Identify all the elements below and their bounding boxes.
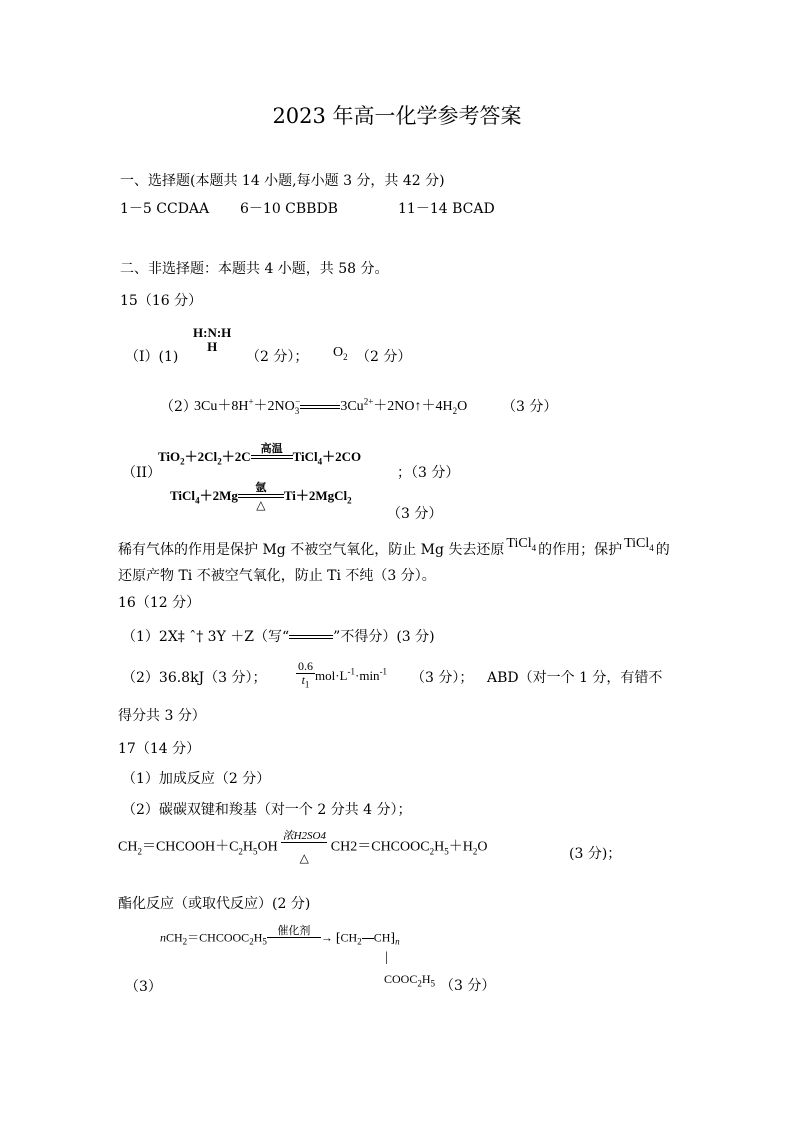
q16-line2b: （3 分）； bbox=[411, 670, 474, 686]
q15-header: 15（16 分） bbox=[120, 293, 203, 309]
electron-formula-top: H:N:H bbox=[193, 325, 232, 340]
rate-fraction: $\frac{0.6}{t_1}$ $mol\cdot L^{-1}\cdot\min^{-1}$ bbox=[298, 659, 388, 690]
q15-ii-label: （II） bbox=[122, 465, 162, 481]
q17-line1: （1）加成反应（2 分） bbox=[122, 771, 271, 787]
ti-equation: TiCl$_4$＋2Mg 氩 △ Ti＋2MgCl$_2$ bbox=[170, 482, 352, 512]
polymerization-equation: $nCH_2=CHCOOC_2H_5$ 催化剂 → $⁅CH_2$ $CH⁆_n$ bbox=[160, 925, 400, 947]
q15-explanation-line2: 还原产物 Ti 不被空气氧化，防止 Ti 不纯（3 分）。 bbox=[118, 568, 436, 584]
q16-line2a: （2）36.8kJ（3 分）； bbox=[122, 670, 267, 686]
q16-line2c: ABD（对一个 1 分，有错不 bbox=[487, 670, 663, 686]
bond-line: | bbox=[385, 950, 388, 965]
q15-score-1: （2 分）； bbox=[246, 349, 309, 365]
q17-poly-score: （3 分） bbox=[440, 978, 496, 994]
q17-label3: （3） bbox=[125, 979, 162, 995]
q16-line1: （1）2X‡ ˆ† 3Y ＋Z（写“ ”不得分）(3 分) bbox=[122, 629, 435, 645]
q15-ii-score-2: （3 分） bbox=[387, 506, 443, 522]
section2-heading: 二、非选择题：本题共 4 小题，共 58 分。 bbox=[120, 261, 389, 277]
q15-eq2-score: （3 分） bbox=[502, 399, 558, 415]
q17-line2: （2）碳碳双键和羧基（对一个 2 分共 4 分）； bbox=[122, 802, 412, 818]
q15-eq2-label: （2） bbox=[160, 399, 197, 415]
answer-group-1: 1－5 CCDAA bbox=[120, 201, 210, 217]
page-title: 2023 年高一化学参考答案 bbox=[272, 104, 522, 128]
equals-sign bbox=[289, 635, 333, 639]
electron-formula bbox=[193, 326, 231, 354]
answer-group-3: 11－14 BCAD bbox=[398, 201, 495, 217]
q16-header: 16（12 分） bbox=[118, 595, 201, 611]
o2-formula: $O_2$ bbox=[333, 345, 348, 362]
q17-header: 17（14 分） bbox=[118, 741, 201, 757]
answer-group-2: 6－10 CBBDB bbox=[240, 201, 338, 217]
equals-sign bbox=[300, 405, 340, 409]
section1-heading: 一、选择题(本题共 14 小题,每小题 3 分，共 42 分) bbox=[120, 173, 445, 189]
electron-formula-bottom: H bbox=[207, 339, 218, 354]
q15-score-2: （2 分） bbox=[356, 349, 412, 365]
ester-group: $COOC_2H_5$ bbox=[384, 972, 436, 989]
q15-i-label: （I）(1) bbox=[125, 349, 179, 365]
esterification-equation: $CH_2=CHCOOH+C_2H_5OH$ 浓H2SO4 △ $CH2=CHCOOC_2H_5+H_2O$ bbox=[118, 830, 488, 865]
q17-line3: 酯化反应（或取代反应）(2 分) bbox=[118, 896, 311, 912]
q15-explanation-line1: 稀有气体的作用是保护 Mg 不被空气氧化，防止 Mg 失去还原 TiCl$_4$ 的作用；保护 TiCl$_4$ 的 bbox=[118, 536, 670, 558]
q17-eq-score: (3 分)； bbox=[569, 846, 622, 862]
q15-ii-score-1: ；（3 分） bbox=[397, 465, 460, 481]
ticl4-equation: $TiO_2+2Cl_2+2C$ 高温 TiCl$_4$＋2CO bbox=[158, 443, 362, 467]
q16-line3: 得分共 3 分） bbox=[118, 708, 206, 724]
copper-nitric-equation: $3Cu+8H^++2NO_3^-$ $3Cu^{2+}+2NO↑+4H_2O$ bbox=[194, 396, 468, 416]
